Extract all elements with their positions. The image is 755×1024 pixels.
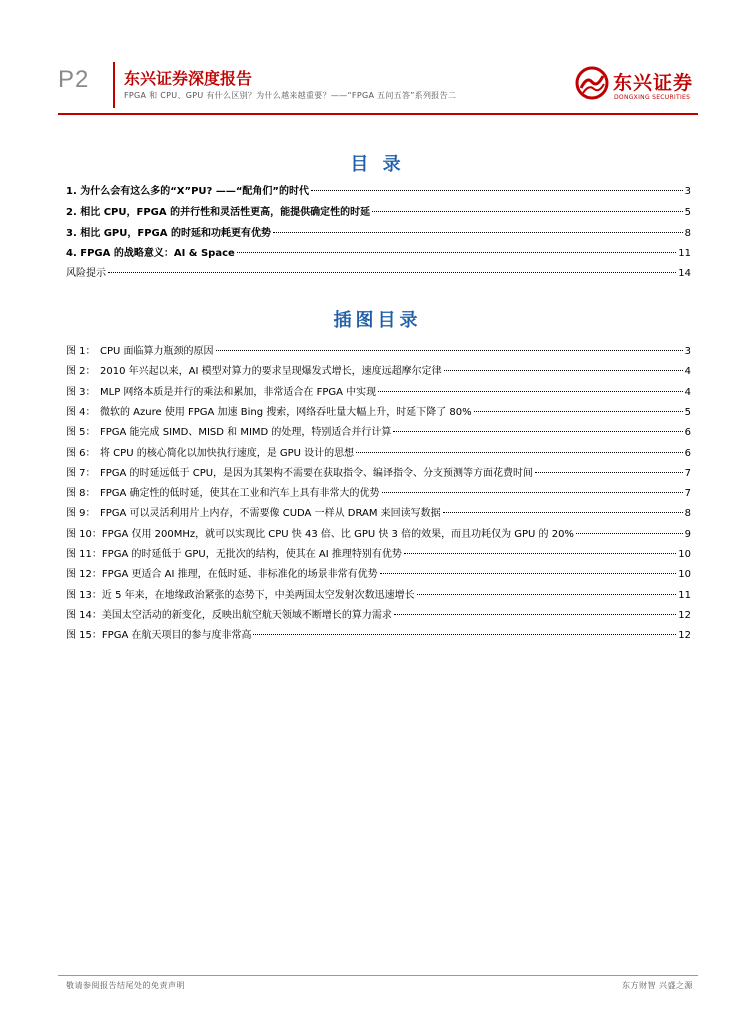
logo-cn-text: 东兴证券 — [613, 72, 694, 94]
dot-leader — [443, 512, 683, 513]
figure-page: 7 — [684, 488, 691, 499]
toc-entry-page: 14 — [678, 268, 691, 279]
figures-title: 插图目录 — [333, 310, 422, 331]
figure-caption: MLP 网络本质是并行的乘法和累加，非常适合在 FPGA 中实现 — [100, 387, 377, 398]
header-rule — [58, 113, 698, 115]
figure-caption: 将 CPU 的核心简化以加快执行速度，是 GPU 设计的思想 — [100, 448, 355, 459]
toc-entry-label: 1. 为什么会有这么多的“X”PU? ——“配角们”的时代 — [66, 186, 309, 197]
dot-leader — [576, 533, 683, 534]
figure-entry[interactable] — [66, 586, 691, 600]
figure-caption: FPGA 的时延低于 GPU，无批次的结构，使其在 AI 推理特别有优势 — [101, 549, 402, 560]
figure-number: 图 12： — [66, 569, 102, 580]
toc-entry[interactable] — [66, 264, 691, 278]
dot-leader — [237, 252, 676, 253]
figure-number: 图 7： — [66, 468, 96, 479]
figure-caption: 2010 年兴起以来，AI 模型对算力的要求呈现爆发式增长，速度远超摩尔定律 — [100, 366, 442, 377]
dot-leader — [404, 553, 676, 554]
toc-entry-page: 8 — [684, 228, 691, 239]
figure-entry[interactable] — [66, 444, 691, 458]
dot-leader — [253, 634, 676, 635]
footer-disclaimer: 敬请参阅报告结尾处的免责声明 — [66, 981, 185, 990]
figure-page: 7 — [684, 468, 691, 479]
figure-entry[interactable] — [66, 565, 691, 579]
figure-number: 图 2： — [66, 366, 96, 377]
report-subtitle: FPGA 和 CPU、GPU 有什么区别？为什么越来越重要？——“FPGA 五问五答”系列报告二 — [124, 91, 457, 100]
figure-number: 图 6： — [66, 448, 96, 459]
toc-entry-label: 3. 相比 GPU，FPGA 的时延和功耗更有优势 — [66, 228, 271, 239]
toc-entry-label: 风险提示 — [66, 268, 106, 279]
dot-leader — [417, 594, 677, 595]
report-title: 东兴证券深度报告 — [124, 69, 253, 88]
figure-number: 图 3： — [66, 387, 96, 398]
figure-caption: CPU 面临算力瓶颈的原因 — [100, 346, 214, 357]
dot-leader — [311, 190, 683, 191]
dot-leader — [380, 573, 677, 574]
figure-number: 图 10： — [66, 529, 102, 540]
figure-page: 10 — [678, 549, 691, 560]
dot-leader — [372, 211, 683, 212]
figure-number: 图 13： — [66, 590, 102, 601]
figure-entry[interactable] — [66, 403, 691, 417]
toc-title: 目 录 — [350, 154, 405, 175]
figure-page: 6 — [684, 448, 691, 459]
figure-entry[interactable] — [66, 464, 691, 478]
figure-page: 11 — [678, 590, 691, 601]
figure-caption: FPGA 能完成 SIMD、MISD 和 MIMD 的处理，特别适合并行计算 — [100, 427, 392, 438]
toc-entry[interactable] — [66, 224, 691, 238]
figure-number: 图 8： — [66, 488, 96, 499]
figure-page: 3 — [684, 346, 691, 357]
figure-entry[interactable] — [66, 362, 691, 376]
figure-number: 图 1： — [66, 346, 96, 357]
figure-page: 4 — [684, 387, 691, 398]
figure-page: 4 — [684, 366, 691, 377]
figure-caption: 近 5 年来，在地缘政治紧张的态势下，中美两国太空发射次数迅速增长 — [101, 590, 415, 601]
toc-entry[interactable] — [66, 244, 691, 258]
figure-number: 图 5： — [66, 427, 96, 438]
figure-entry[interactable] — [66, 383, 691, 397]
header-divider — [113, 62, 115, 108]
figure-caption: FPGA 更适合 AI 推理，在低时延、非标准化的场景非常有优势 — [101, 569, 378, 580]
figure-caption: FPGA 仅用 200MHz，就可以实现比 CPU 快 43 倍、比 GPU 快 3 倍的效果，而且功耗仅为 GPU 的 20% — [101, 529, 574, 540]
footer-slogan: 东方财智 兴盛之源 — [621, 981, 693, 990]
toc-entry-page: 5 — [684, 207, 691, 218]
figure-number: 图 9： — [66, 508, 96, 519]
figure-caption: 美国太空活动的新变化，反映出航空航天领域不断增长的算力需求 — [101, 610, 392, 621]
toc-entry-page: 11 — [678, 248, 691, 259]
figure-caption: FPGA 确定性的低时延，使其在工业和汽车上具有非常大的优势 — [100, 488, 380, 499]
dot-leader — [444, 370, 683, 371]
figure-caption: 微软的 Azure 使用 FPGA 加速 Bing 搜索，网络吞吐量大幅上升，时延下降了 80% — [100, 407, 472, 418]
toc-entry-page: 3 — [684, 186, 691, 197]
dot-leader — [273, 232, 683, 233]
figure-page: 5 — [684, 407, 691, 418]
toc-entry-label: 4. FPGA 的战略意义：AI & Space — [66, 248, 235, 259]
figure-page: 9 — [684, 529, 691, 540]
figure-entry[interactable] — [66, 342, 691, 356]
page-number: P2 — [58, 66, 90, 93]
figure-entry[interactable] — [66, 606, 691, 620]
figure-page: 12 — [678, 630, 691, 641]
figure-entry[interactable] — [66, 423, 691, 437]
dot-leader — [378, 391, 682, 392]
figure-number: 图 14： — [66, 610, 102, 621]
figure-number: 图 11： — [66, 549, 102, 560]
toc-entry-label: 2. 相比 CPU，FPGA 的并行性和灵活性更高，能提供确定性的时延 — [66, 207, 371, 218]
dot-leader — [108, 272, 676, 273]
dot-leader — [356, 452, 682, 453]
figure-entry[interactable] — [66, 484, 691, 498]
brand-logo — [575, 66, 705, 108]
dot-leader — [474, 411, 683, 412]
dot-leader — [394, 614, 676, 615]
figure-entry[interactable] — [66, 504, 691, 518]
dot-leader — [535, 472, 683, 473]
dot-leader — [393, 431, 682, 432]
footer-rule — [58, 975, 698, 976]
figure-page: 12 — [678, 610, 691, 621]
dongxing-logo-icon — [575, 66, 609, 100]
figure-page: 8 — [684, 508, 691, 519]
figure-page: 10 — [678, 569, 691, 580]
figure-number: 图 15： — [66, 630, 102, 641]
figure-caption: FPGA 的时延远低于 CPU，是因为其架构不需要在获取指令、编译指令、分支预测等方面花费时间 — [100, 468, 534, 479]
toc-entry[interactable] — [66, 182, 691, 196]
dot-leader — [382, 492, 683, 493]
dot-leader — [216, 350, 683, 351]
figure-entry[interactable] — [66, 525, 691, 539]
figure-page: 6 — [684, 427, 691, 438]
figure-number: 图 4： — [66, 407, 96, 418]
logo-en-text: DONGXING SECURITIES — [614, 94, 691, 101]
figure-caption: FPGA 在航天项目的参与度非常高 — [101, 630, 252, 641]
figure-entry[interactable] — [66, 545, 691, 559]
toc-entry[interactable] — [66, 203, 691, 217]
figure-entry[interactable] — [66, 626, 691, 640]
figure-caption: FPGA 可以灵活利用片上内存，不需要像 CUDA 一样从 DRAM 来回读写数据 — [100, 508, 441, 519]
